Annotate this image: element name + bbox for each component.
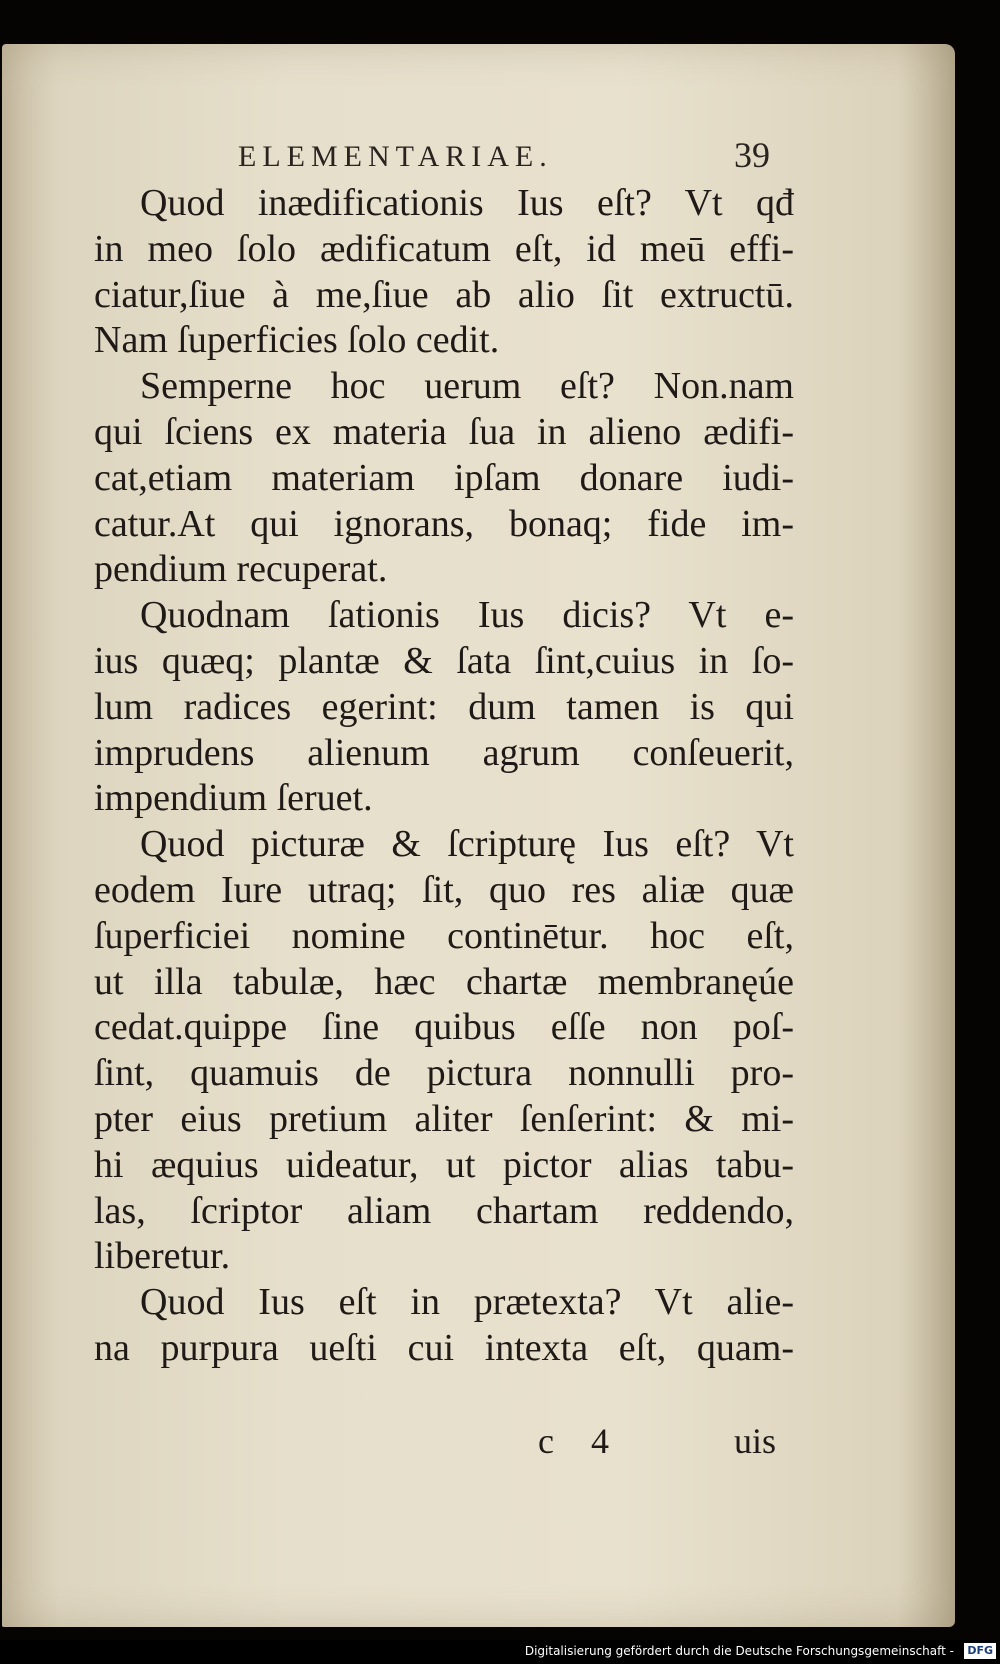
text-line: Quod Ius eſt in prætexta? Vt alie- xyxy=(140,1281,794,1324)
dfg-logo-icon: DFG xyxy=(964,1643,996,1659)
text-line: na purpura ueſti cui intexta eſt, quam- xyxy=(94,1326,794,1369)
text-line: Quod inædificationis Ius eſt? Vt qđ xyxy=(140,182,794,224)
text-line: ius quæq; plantæ & ſata ſint,cuius in ſo- xyxy=(94,639,794,682)
text-line: hi æquius uideatur, ut pictor alias tabu- xyxy=(94,1143,794,1186)
running-head: ELEMENTARIAE. xyxy=(238,140,553,173)
text-line: liberetur. xyxy=(94,1235,231,1278)
text-line: qui ſciens ex materia ſua in alieno ædifi- xyxy=(94,410,794,453)
text-line: impendium ſeruet. xyxy=(94,777,373,820)
text-line: ut illa tabulæ, hæc chartæ membranęúe xyxy=(94,960,794,1003)
text-line: eodem Iure utraq; ſit, quo res aliæ quæ xyxy=(94,868,794,911)
text-line: cat,etiam materiam ipſam donare iudi- xyxy=(94,456,794,499)
text-line: ſuperficiei nomine continētur. hoc eſt, xyxy=(94,914,794,957)
text-block xyxy=(94,181,794,1372)
funding-credit: Digitalisierung gefördert durch die Deutsche Forschungsgemeinschaft - xyxy=(524,1644,954,1658)
text-line: catur.At qui ignorans, bonaq; fide im- xyxy=(94,502,794,545)
text-line: in meo ſolo ædificatum eſt, id meū effi- xyxy=(94,227,794,270)
signature-mark: c 4 xyxy=(538,1421,609,1461)
page-number: 39 xyxy=(734,135,770,175)
text-line: Semperne hoc uerum eſt? Non.nam xyxy=(140,365,794,408)
text-line: imprudens alienum agrum conſeuerit, xyxy=(94,731,794,774)
text-line: Nam ſuperficies ſolo cedit. xyxy=(94,319,500,362)
text-line: ciatur,ſiue à me,ſiue ab alio ſit extructū. xyxy=(94,273,794,316)
text-line: cedat.quippe ſine quibus eſſe non poſ- xyxy=(94,1006,794,1049)
text-line: Quod picturæ & ſcripturę Ius eſt? Vt xyxy=(140,823,794,866)
text-line: ſint, quamuis de pictura nonnulli pro- xyxy=(94,1052,794,1095)
text-line: lum radices egerint: dum tamen is qui xyxy=(94,685,794,728)
text-line: Quodnam ſationis Ius dicis? Vt e- xyxy=(140,594,794,637)
text-line: pter eius pretium aliter ſenſerint: & mi- xyxy=(94,1097,794,1140)
catchword: uis xyxy=(734,1421,777,1461)
digitization-footer xyxy=(0,1640,1000,1664)
text-line: pendium recuperat. xyxy=(94,548,388,591)
book-page xyxy=(2,44,955,1627)
text-line: las, ſcriptor aliam chartam reddendo, xyxy=(94,1189,794,1232)
